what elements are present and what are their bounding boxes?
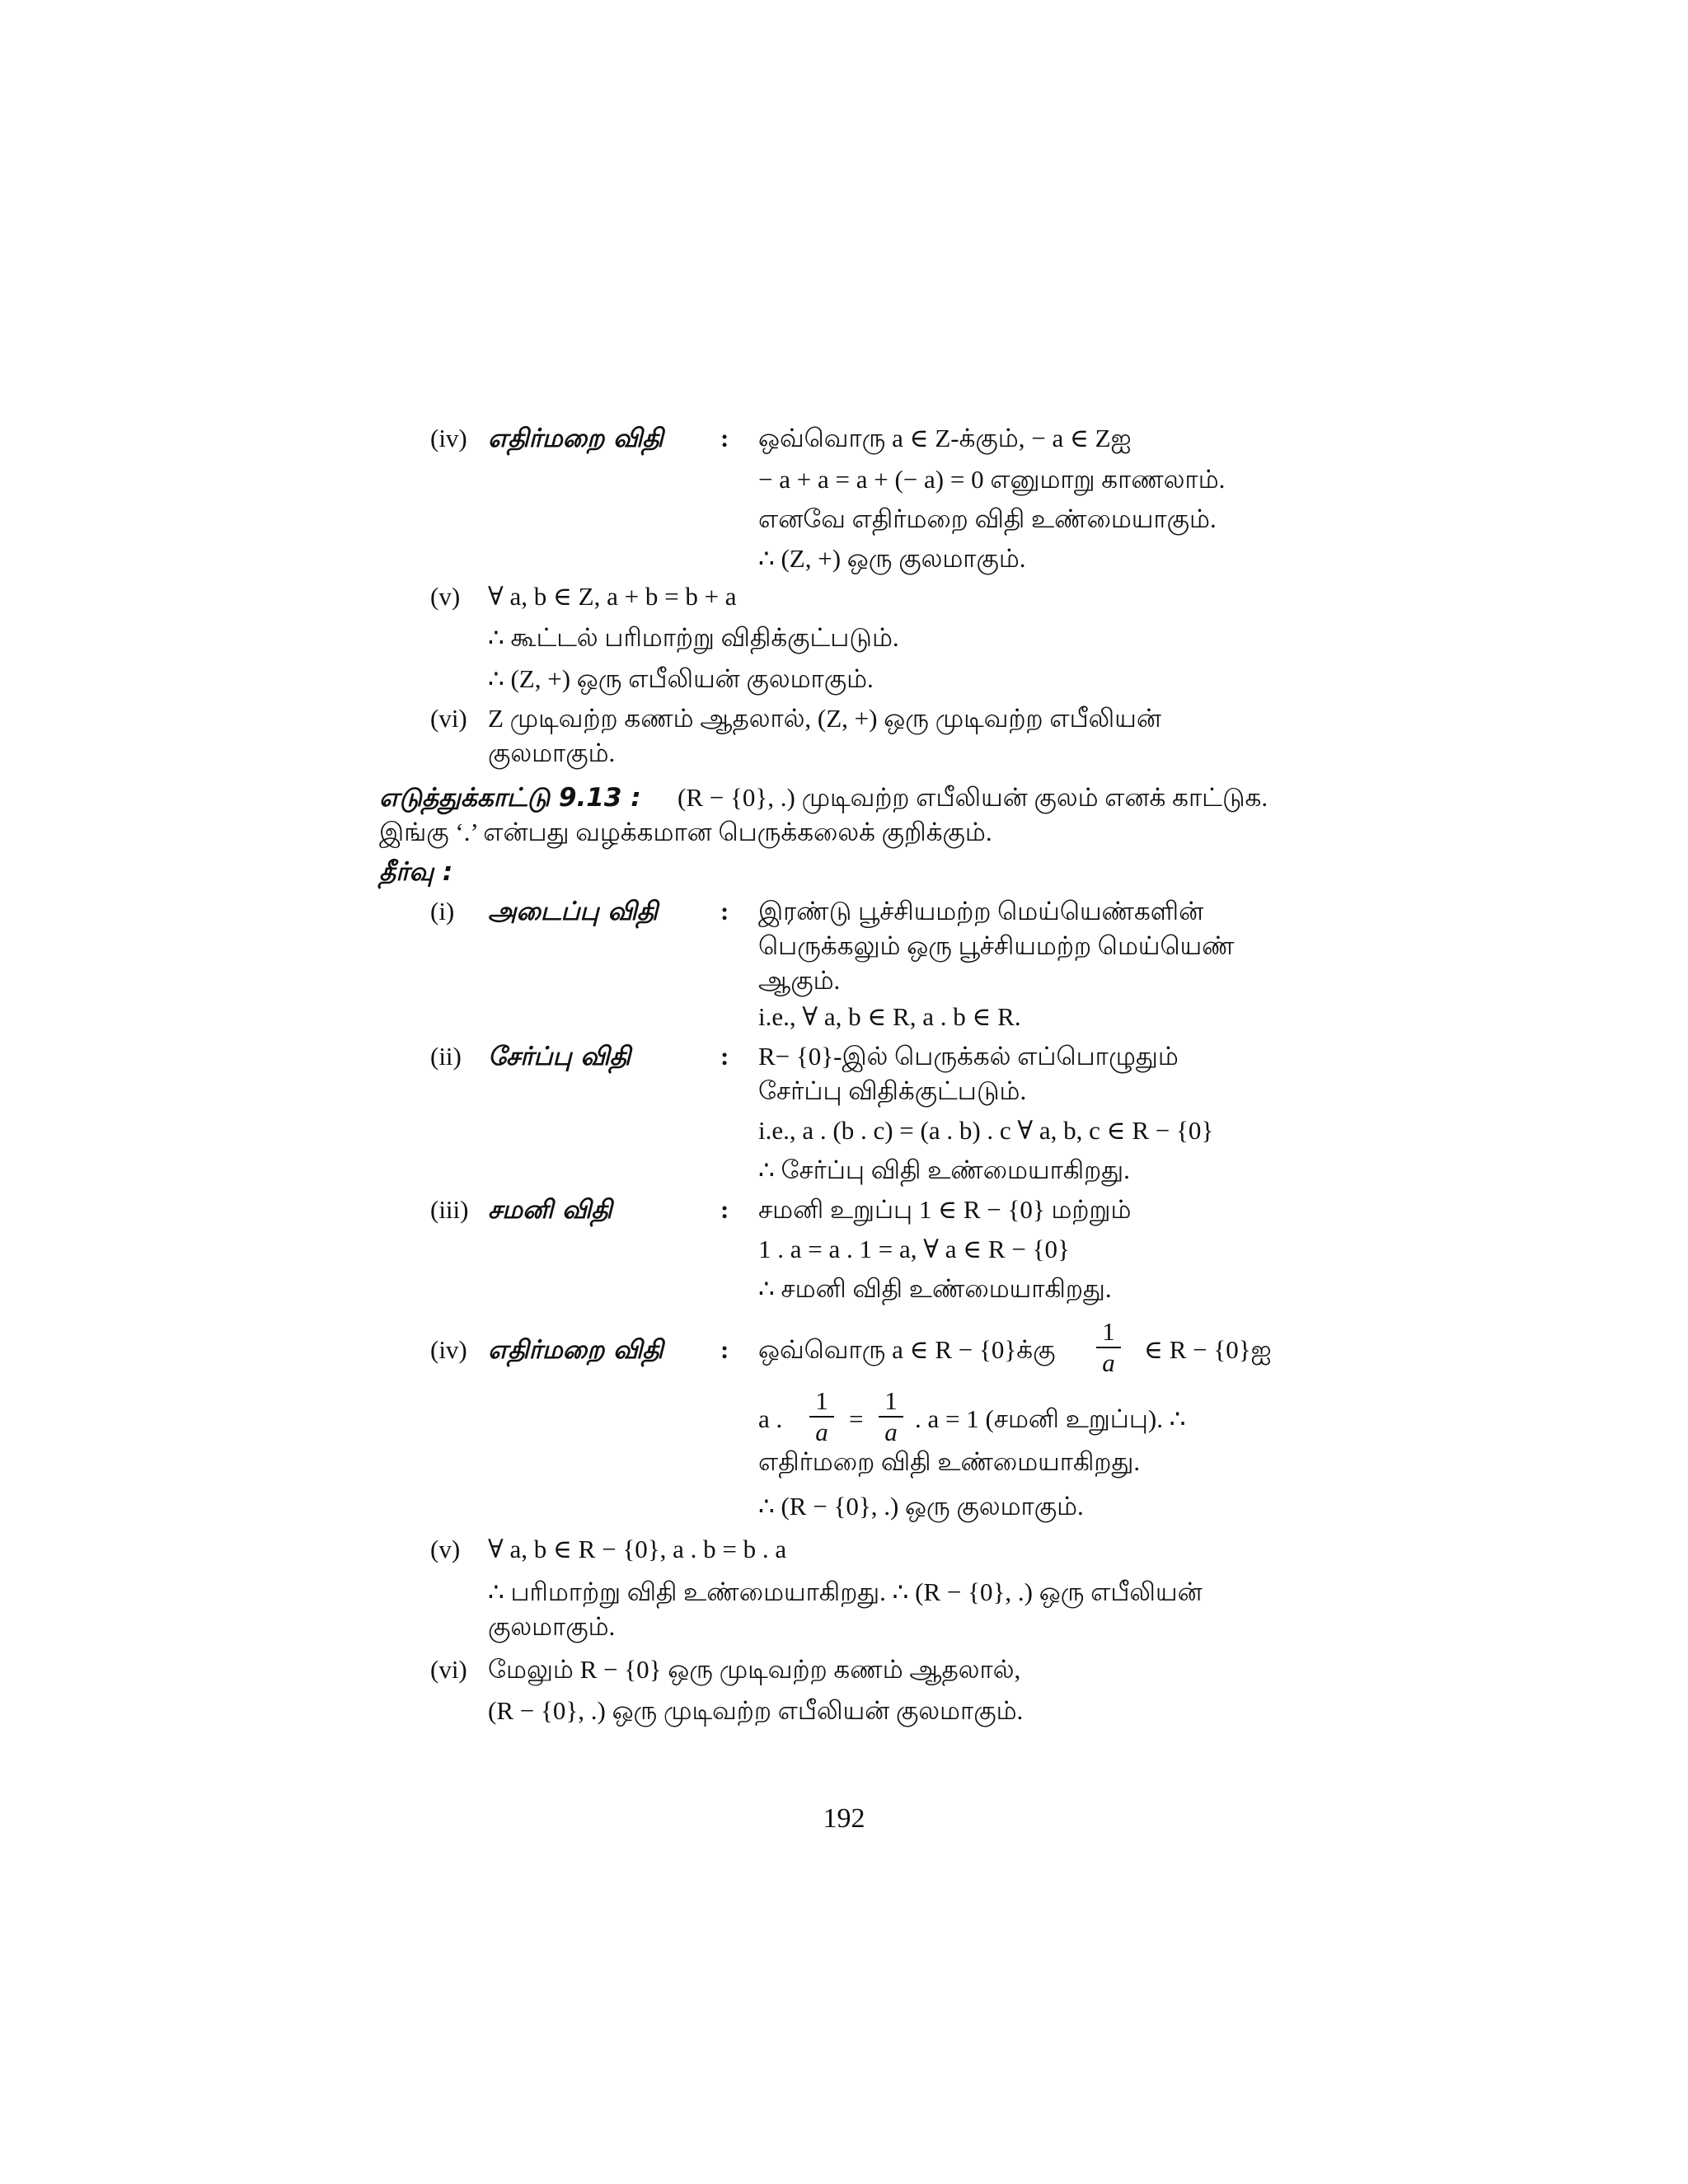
text-line: ∈ R − {0}ஐ bbox=[1144, 1335, 1272, 1364]
item-number: (vi) bbox=[430, 1655, 467, 1684]
fraction-numerator: 1 bbox=[879, 1386, 903, 1418]
text-line: ஒவ்வொரு a ∈ R − {0}க்கு bbox=[758, 1335, 1056, 1364]
text-line: ∀ a, b ∈ Z, a + b = b + a bbox=[488, 582, 737, 611]
colon: : bbox=[720, 1335, 729, 1364]
text-line: சேர்ப்பு விதிக்குட்படும். bbox=[758, 1076, 1027, 1105]
text-line: ∴ சமனி விதி உண்மையாகிறது. bbox=[758, 1274, 1112, 1303]
fraction-denominator: a bbox=[884, 1418, 898, 1446]
text-line: = bbox=[849, 1404, 864, 1433]
colon: : bbox=[720, 897, 729, 926]
solution-label: தீர்வு : bbox=[379, 857, 453, 887]
fraction-one-over-a bbox=[1096, 1317, 1121, 1378]
text-line: இரண்டு பூச்சியமற்ற மெய்யெண்களின் bbox=[758, 897, 1204, 926]
text-line: ∴ (R − {0}, .) ஒரு குலமாகும். bbox=[758, 1492, 1084, 1521]
item-heading: சமனி விதி bbox=[488, 1195, 612, 1225]
item-heading: எதிர்மறை விதி bbox=[488, 424, 663, 453]
item-number: (i) bbox=[430, 897, 455, 926]
text-line: i.e., ∀ a, b ∈ R, a . b ∈ R. bbox=[758, 1002, 1021, 1031]
example-label: எடுத்துக்காட்டு 9.13 : bbox=[379, 783, 641, 813]
text-line: Z முடிவற்ற கணம் ஆதலால், (Z, +) ஒரு முடிவற்ற எபீலியன் bbox=[488, 704, 1161, 733]
text-line: . a = 1 (சமனி உறுப்பு). ∴ bbox=[915, 1404, 1186, 1433]
text-line: i.e., a . (b . c) = (a . b) . c ∀ a, b, c ∈ R − {0} bbox=[758, 1116, 1214, 1145]
text-line: ∴ பரிமாற்று விதி உண்மையாகிறது. ∴ (R − {0}, .) ஒரு எபீலியன் bbox=[488, 1577, 1203, 1606]
text-line: ∴ சேர்ப்பு விதி உண்மையாகிறது. bbox=[758, 1155, 1130, 1184]
example-statement: (R − {0}, .) முடிவற்ற எபீலியன் குலம் எனக் காட்டுக. bbox=[678, 783, 1268, 812]
text-line: ∴ (Z, +) ஒரு எபீலியன் குலமாகும். bbox=[488, 664, 874, 693]
item-heading: அடைப்பு விதி bbox=[488, 897, 659, 926]
item-number: (iv) bbox=[430, 1335, 467, 1364]
text-line: ∀ a, b ∈ R − {0}, a . b = b . a bbox=[488, 1535, 787, 1563]
text-line: ஒவ்வொரு a ∈ Z-க்கும், − a ∈ Zஐ bbox=[758, 424, 1132, 452]
text-line: ∴ (Z, +) ஒரு குலமாகும். bbox=[758, 544, 1026, 573]
text-line: ஆகும். bbox=[758, 966, 841, 995]
fraction-one-over-a bbox=[809, 1386, 834, 1447]
text-line: ∴ கூட்டல் பரிமாற்று விதிக்குட்படும். bbox=[488, 623, 899, 652]
fraction-denominator: a bbox=[815, 1418, 828, 1446]
fraction-numerator: 1 bbox=[809, 1386, 834, 1418]
text-line: − a + a = a + (− a) = 0 எனுமாறு காணலாம். bbox=[758, 465, 1226, 494]
text-line: சமனி உறுப்பு 1 ∈ R − {0} மற்றும் bbox=[758, 1195, 1132, 1224]
fraction-one-over-a bbox=[879, 1386, 903, 1447]
text-line: குலமாகும். bbox=[488, 738, 616, 767]
colon: : bbox=[720, 1195, 729, 1224]
text-line: a . bbox=[758, 1404, 783, 1433]
item-number: (v) bbox=[430, 1535, 461, 1563]
text-line: பெருக்கலும் ஒரு பூச்சியமற்ற மெய்யெண் bbox=[758, 931, 1235, 960]
text-line: எனவே எதிர்மறை விதி உண்மையாகும். bbox=[758, 504, 1217, 533]
item-heading: எதிர்மறை விதி bbox=[488, 1335, 663, 1365]
item-number: (v) bbox=[430, 582, 461, 611]
page-number: 192 bbox=[823, 1803, 865, 1834]
colon: : bbox=[720, 1042, 729, 1071]
text-line: 1 . a = a . 1 = a, ∀ a ∈ R − {0} bbox=[758, 1235, 1070, 1263]
item-number: (ii) bbox=[430, 1042, 462, 1071]
item-number: (iii) bbox=[430, 1195, 469, 1224]
text-line: (R − {0}, .) ஒரு முடிவற்ற எபீலியன் குலமாகும். bbox=[488, 1696, 1024, 1725]
item-number: (vi) bbox=[430, 704, 467, 733]
example-statement: இங்கு ‘.’ என்பது வழக்கமான பெருக்கலைக் குறிக்கும். bbox=[379, 818, 992, 846]
colon: : bbox=[720, 424, 729, 452]
text-line: எதிர்மறை விதி உண்மையாகிறது. bbox=[758, 1447, 1141, 1476]
fraction-numerator: 1 bbox=[1096, 1317, 1121, 1348]
text-line: மேலும் R − {0} ஒரு முடிவற்ற கணம் ஆதலால், bbox=[488, 1655, 1021, 1684]
item-number: (iv) bbox=[430, 424, 467, 452]
item-heading: சேர்ப்பு விதி bbox=[488, 1042, 631, 1071]
text-line: குலமாகும். bbox=[488, 1612, 616, 1641]
text-line: R− {0}-இல் பெருக்கல் எப்பொழுதும் bbox=[758, 1042, 1179, 1071]
fraction-denominator: a bbox=[1102, 1348, 1115, 1377]
